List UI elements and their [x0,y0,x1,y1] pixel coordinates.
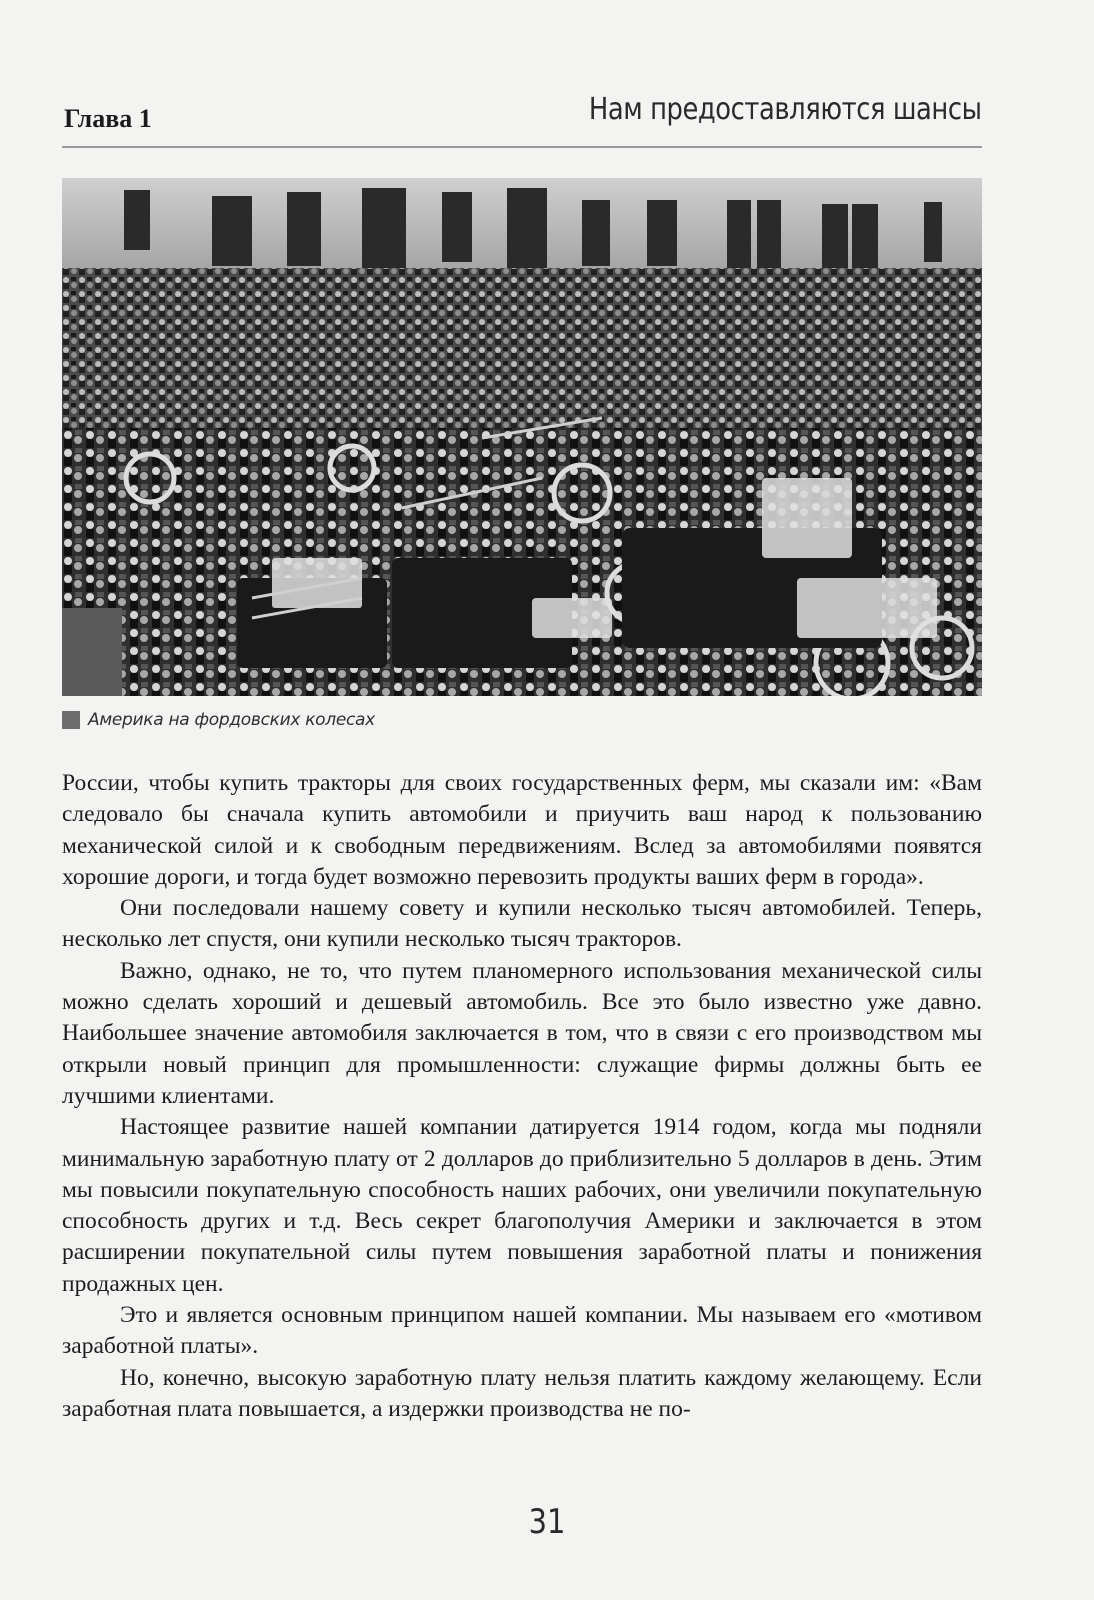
chapter-label: Глава 1 [64,104,152,133]
historical-photo [62,178,982,696]
page-number: 31 [528,1502,566,1542]
paragraph: Настоящее развитие нашей компании датируется 1914 годом, когда мы подняли минимальную заработную плату от 2 долларов до приблизительно 5 долларов в день. Этим мы повысили покупательную способность наших рабочих, они увеличили покупательную способность других и т.д. Весь секрет благополучия Америки и заключается в этом расширении покупательной силы путем повышения заработной платы и понижения продажных цен. [62,1114,982,1297]
caption-text: Америка на фордовских колесах [88,710,375,730]
photo-crowd-of-cars [62,178,982,696]
paragraph: Но, конечно, высокую заработную плату нельзя платить каждому желающему. Если заработная плата повышается, а издержки производства не по- [62,1364,982,1422]
body-text [62,768,982,1425]
paragraph: России, чтобы купить тракторы для своих государственных ферм, мы сказали им: «Вам следовало бы сначала купить автомобили и приучить ваш народ к пользованию механической силой и к свободным передвижениям. Вслед за автомобилями появятся хорошие дороги, и тогда будет возможно перевозить продукты ваших ферм в города». [62,770,982,890]
photo-caption [62,709,375,731]
caption-square-icon [62,711,80,729]
paragraph: Это и является основным принципом нашей компании. Мы называем его «мотивом заработной платы». [62,1302,982,1360]
paragraph: Они последовали нашему совету и купили несколько тысяч автомобилей. Теперь, несколько лет спустя, они купили несколько тысяч тракторов. [62,895,982,953]
page-header [62,92,982,148]
paragraph: Важно, однако, не то, что путем планомерного использования механической силы можно сделать хороший и дешевый автомобиль. Все это было известно уже давно. Наибольшее значение автомобиля заключается в том, что в связи с его производством мы открыли новый принцип для промышленности: служащие фирмы должны быть ее лучшими клиентами. [62,957,982,1109]
running-title: Нам предоставляются шансы [589,92,982,127]
